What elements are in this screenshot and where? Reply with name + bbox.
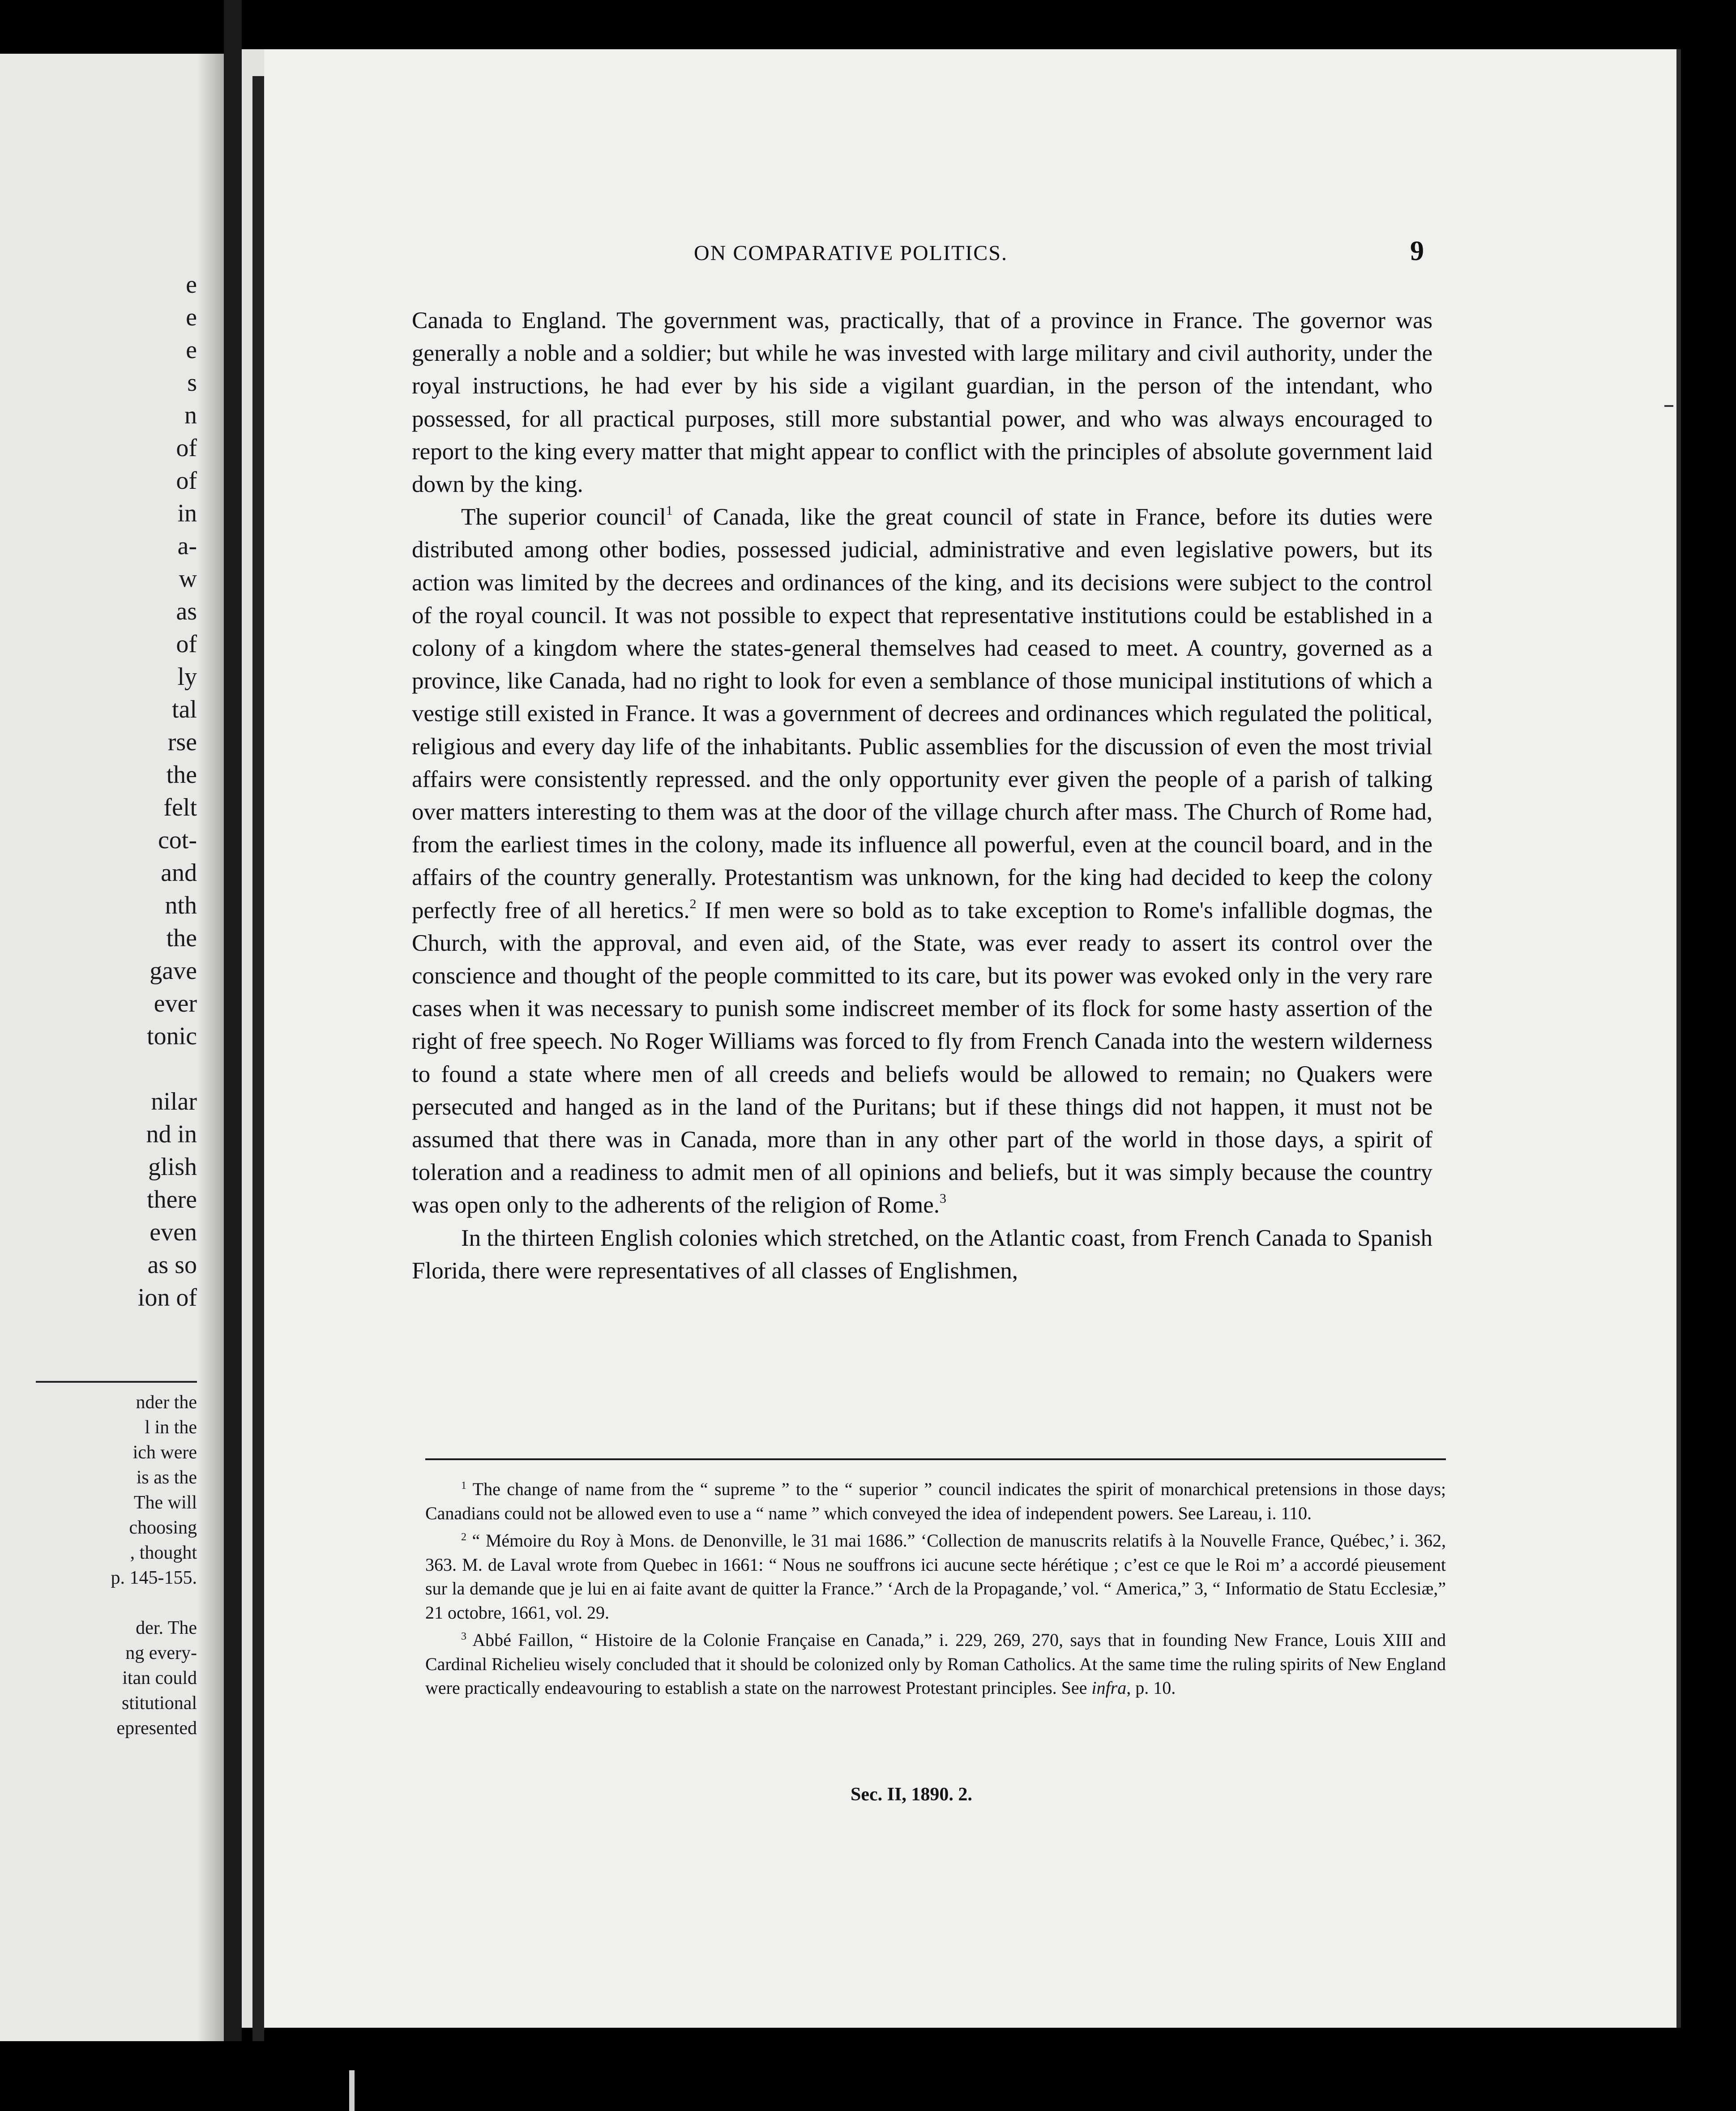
footnote-1-mark: 1 — [461, 1480, 466, 1491]
running-head: ON COMPARATIVE POLITICS. — [694, 241, 1008, 265]
facing-page-note-fragment: epresented — [116, 1718, 197, 1739]
facing-page-fragment: ly — [177, 663, 197, 691]
footnote-3-text-a: Abbé Faillon, “ Histoire de la Colonie Française en Canada,” i. 229, 269, 270, says that in founding New France, Louis XIII and Cardinal Richelieu wisely concluded that it should be colonized only by Roman Catholics. At the same time the ruling spirits of New England were practically endeavouring to establish a state on the narrowest Protestant principles. See — [425, 1630, 1446, 1698]
facing-page-fragment: of — [176, 630, 197, 658]
facing-page-fragment: tonic — [147, 1022, 197, 1050]
facing-page-fragment: n — [184, 402, 197, 429]
facing-page-fragment: ion of — [137, 1284, 197, 1312]
facing-page-fragment: nilar — [151, 1088, 197, 1115]
facing-page-note-fragment: l in the — [145, 1417, 197, 1438]
footnote-ref-2: 2 — [689, 896, 697, 911]
footnote-1 — [425, 1477, 1446, 1525]
facing-page-note-fragment — [0, 1590, 197, 1615]
facing-page-note-fragment: choosing — [129, 1517, 197, 1538]
footnote-3-mark: 3 — [461, 1631, 466, 1642]
footnote-3 — [425, 1628, 1446, 1700]
facing-page-fragment: in — [177, 500, 197, 527]
book-gutter — [224, 0, 242, 2111]
facing-page-fragment: felt — [163, 794, 197, 821]
footnote-rule — [425, 1458, 1446, 1460]
facing-page-fragment: a- — [177, 532, 197, 560]
facing-page-fragment: nth — [165, 892, 197, 919]
facing-page-fragment: w — [179, 565, 197, 593]
margin-mark — [1664, 405, 1673, 407]
paragraph-2-part-c: If men were so bold as to take exception to Rome's infallible dogmas, the Church, with the approval, and even aid, of the State, was ever ready to assert its control over the conscience and thought of the people committed to its care, but its power was evoked only in the very rare cases when it was necessary to punish some indiscreet member of its flock for some hasty assertion of the right of free speech. No Roger Williams was forced to fly from French Canada into the western wilderness to found a state where men of all creeds and beliefs would be allowed to remain; no Quakers were persecuted and hanged as in the land of the Puritans; but if these things did not happen, it must not be assumed that there was in Canada, more than in any other part of the world in those days, a spirit of toleration and a readiness to admit men of all opinions and beliefs, but it was simply because the country was open only to the adherents of the religion of Rome. — [412, 897, 1432, 1218]
facing-page-fragment: the — [166, 761, 197, 789]
paragraph-3: In the thirteen English colonies which stretched, on the Atlantic coast, from French Canada to Spanish Florida, there were representatives of all classes of Englishmen, — [412, 1225, 1432, 1284]
facing-page-fragment: tal — [172, 696, 197, 723]
facing-page-note-fragment: p. 145-155. — [111, 1568, 197, 1588]
paragraph-2-part-b: of Canada, like the great council of state in France, before its duties were distributed among other bodies, possessed judicial, administrative and even legislative powers, but its action was limited by the decrees and ordinances of the king, and its decisions were subject to the control of the royal council. It was not possible to expect that representative institutions could be established in a colony of a kingdom where the states-general themselves had ceased to meet. A country, governed as a province, like Canada, had no right to look for even a semblance of those municipal institutions of which a vestige still existed in France. It was a government of decrees and ordinances which regulated the political, religious and every day life of the inhabitants. Public assemblies for the discussion of even the most trivial affairs were consistently repressed. and the only opportunity ever given the people of a parish of talking over matters interesting to them was at the door of the village church after mass. The Church of Rome had, from the earliest times in the colony, made its influence all powerful, even at the council board, and in the affairs of the country generally. Protestantism was unknown, for the king had decided to keep the colony perfectly free of all heretics. — [412, 504, 1432, 923]
facing-page-fragment: glish — [148, 1153, 197, 1181]
facing-page-fragment: as — [176, 598, 197, 625]
page-number: 9 — [1410, 236, 1424, 266]
facing-page-fragment: and — [161, 859, 197, 887]
facing-page-footnote-rule — [36, 1381, 197, 1383]
paragraph-2-part-a: The superior council — [461, 504, 666, 530]
paragraph-1: Canada to England. The government was, practically, that of a province in France. The governor was generally a noble and a soldier; but while he was invested with large military and civil authority, under the royal instructions, he had ever by his side a vigilant guardian, in the person of the intendant, who possessed, for all practical purposes, still more substantial power, and who was always encouraged to report to the king every matter that might appear to conflict with the principles of absolute government laid down by the king. — [412, 308, 1432, 498]
page-edge — [1676, 49, 1681, 2028]
facing-page-text — [0, 269, 197, 1314]
facing-page-fragment: gave — [150, 957, 197, 985]
facing-page-note-fragment: itan could — [122, 1668, 197, 1688]
facing-page-fragment: rse — [167, 728, 197, 756]
spine-line — [252, 76, 264, 2046]
facing-page-note-fragment: is as the — [136, 1467, 197, 1488]
facing-page-fragment: as so — [147, 1251, 197, 1279]
facing-page-note-fragment: stitutional — [122, 1693, 197, 1714]
facing-page-fragment: of — [176, 434, 197, 462]
footnote-3-text-b: , p. 10. — [1126, 1678, 1176, 1698]
facing-page-note-fragment: ng every- — [125, 1643, 197, 1663]
facing-page-note-fragment: nder the — [136, 1392, 197, 1413]
facing-page-fragment: ever — [154, 990, 197, 1017]
footnote-1-text: The change of name from the “ supreme ” to the “ superior ” council indicates the spirit of monarchical pretensions in those days; Canadians could not be allowed even to use a “ name ” which conveyed the idea of independent powers. See Lareau, i. 110. — [425, 1479, 1446, 1523]
facing-page-shadow — [197, 54, 224, 2041]
facing-page-note-fragment: The will — [133, 1492, 197, 1513]
footnote-2 — [425, 1529, 1446, 1624]
facing-page-fragment: e — [186, 303, 197, 331]
facing-page-fragment: e — [186, 271, 197, 299]
scan-bottom-line — [349, 2070, 355, 2111]
facing-page-fragment: nd in — [146, 1120, 197, 1148]
footnote-3-italic: infra — [1091, 1678, 1127, 1698]
facing-page-fragment: e — [186, 336, 197, 364]
footnote-2-text: “ Mémoire du Roy à Mons. de Denonville, le 31 mai 1686.” ‘Collection de manuscrits relatifs à la Nouvelle France, Québec,’ i. 362, 363. M. de Laval wrote from Quebec in 1661: “ Nous ne souffrons ici aucune secte hérétique ; c’est ce que le Roi m’ a accordé pieusement sur la demande que je lui en ai faite avant de quitter la France.” ‘Arch de la Propagande,’ vol. “ America,” 3, “ Informatio de Statu Ecclesiæ,” 21 octobre, 1661, vol. 29. — [425, 1530, 1446, 1623]
facing-page-note-fragment: , thought — [130, 1543, 197, 1563]
facing-page-footnotes — [0, 1390, 197, 1741]
facing-page-fragment: cot- — [158, 826, 197, 854]
footnote-2-mark: 2 — [461, 1531, 466, 1543]
footnote-ref-1: 1 — [666, 503, 673, 518]
footnote-ref-3: 3 — [939, 1191, 946, 1206]
facing-page-fragment: even — [150, 1218, 197, 1246]
signature-mark: Sec. II, 1890. 2. — [851, 1784, 972, 1805]
facing-page-fragment: the — [166, 924, 197, 952]
facing-page-fragment — [0, 1053, 197, 1085]
facing-page-note-fragment: ich were — [133, 1442, 197, 1463]
facing-page-fragment: there — [147, 1186, 197, 1214]
facing-page-fragment: of — [176, 467, 197, 495]
facing-page-note-fragment: der. The — [136, 1618, 197, 1638]
scan-bottom-edge — [224, 2041, 1701, 2111]
facing-page-fragment: s — [187, 369, 197, 397]
footnotes — [425, 1477, 1446, 1704]
body-text — [412, 304, 1432, 1287]
paragraph-2 — [412, 501, 1432, 1222]
